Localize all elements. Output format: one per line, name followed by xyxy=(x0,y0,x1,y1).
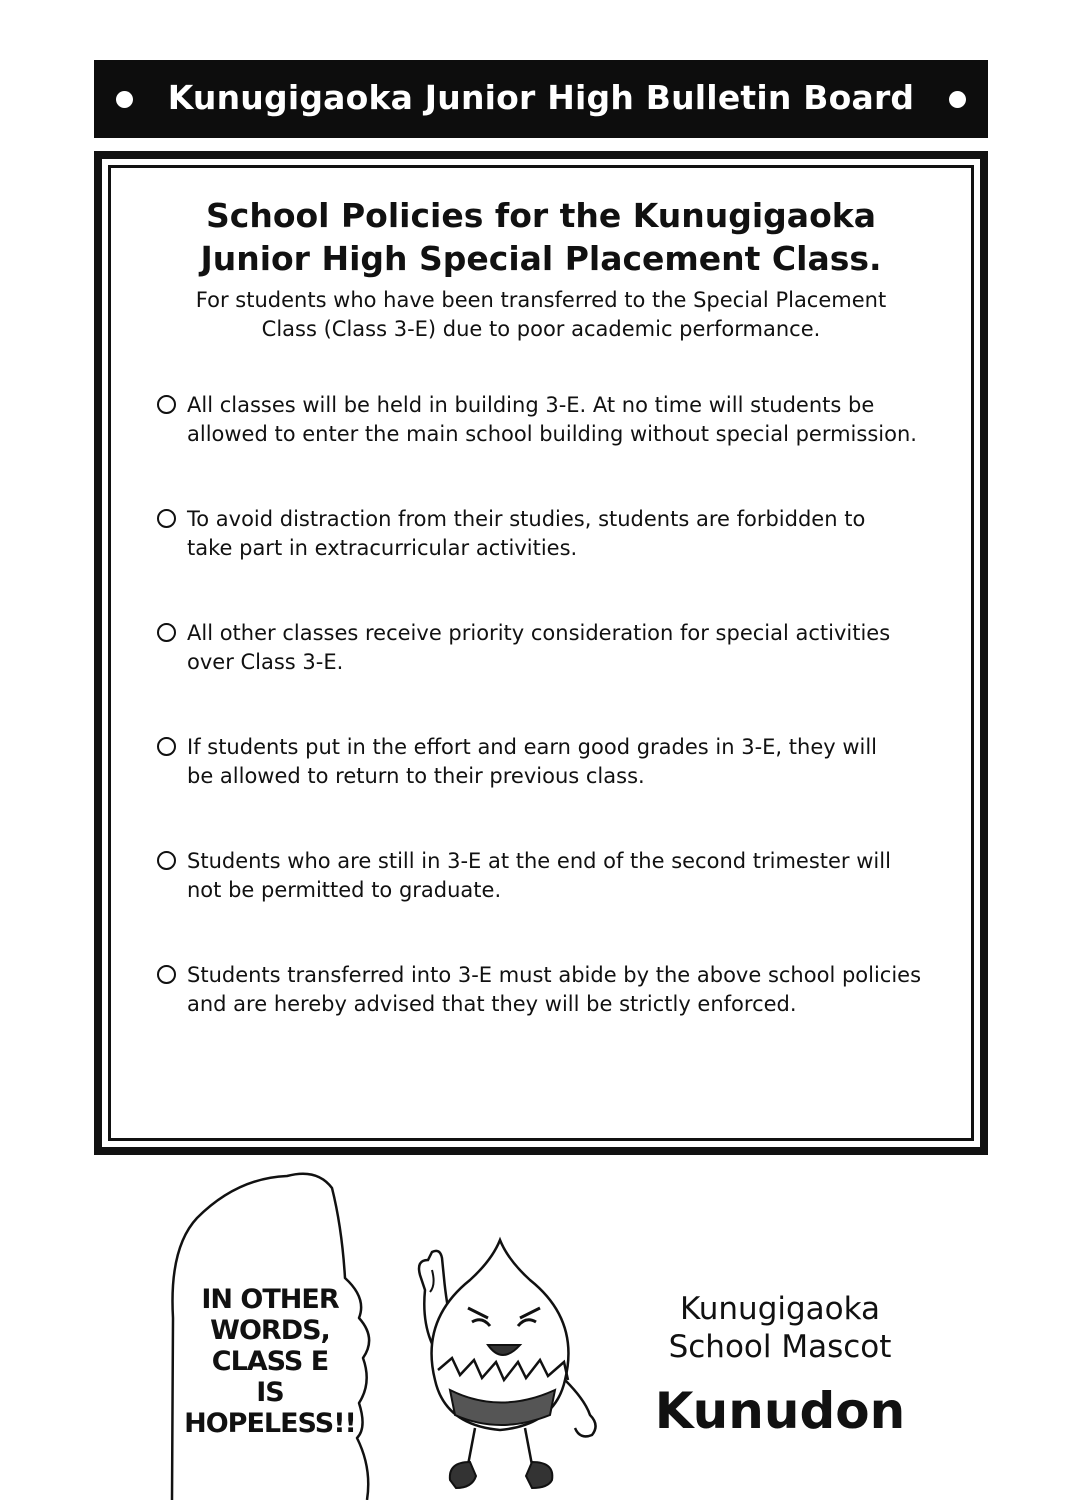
notice-subtitle-line: For students who have been transferred to the Special Placement xyxy=(195,288,887,312)
bulletin-header xyxy=(94,60,988,138)
policy-notice xyxy=(94,151,988,1155)
policy-text xyxy=(187,391,972,449)
policy-text xyxy=(187,505,972,563)
notice-title-line: School Policies for the Kunugigaoka xyxy=(206,196,876,235)
policy-line: All other classes receive priority consideration for special activities xyxy=(187,621,891,645)
circle-bullet-icon xyxy=(157,395,176,414)
speech-line: CLASS E xyxy=(211,1346,329,1377)
notice-subtitle xyxy=(151,286,931,344)
policy-text xyxy=(187,847,972,905)
policy-line: be allowed to return to their previous class. xyxy=(187,764,645,788)
policy-item xyxy=(157,391,972,449)
circle-bullet-icon xyxy=(157,737,176,756)
policy-line: over Class 3-E. xyxy=(187,650,344,674)
policy-item xyxy=(157,505,972,563)
circle-bullet-icon xyxy=(157,965,176,984)
policy-notice-inner-border xyxy=(108,165,974,1141)
notice-title-line: Junior High Special Placement Class. xyxy=(200,239,882,278)
policy-line: take part in extracurricular activities. xyxy=(187,536,578,560)
mascot-name: Kunudon xyxy=(654,1382,906,1440)
policy-item xyxy=(157,961,972,1019)
policy-item xyxy=(157,733,972,791)
speech-line: IS xyxy=(256,1377,284,1408)
policy-item xyxy=(157,619,972,677)
policy-line: not be permitted to graduate. xyxy=(187,878,502,902)
mascot-illustration xyxy=(380,1230,620,1500)
policy-text xyxy=(187,619,972,677)
bullet-dot-icon xyxy=(949,91,966,108)
circle-bullet-icon xyxy=(157,509,176,528)
policy-item xyxy=(157,847,972,905)
policy-text xyxy=(187,733,972,791)
speech-line: HOPELESS!! xyxy=(184,1408,356,1439)
policy-line: Students who are still in 3-E at the end of the second trimester will xyxy=(187,849,891,873)
circle-bullet-icon xyxy=(157,623,176,642)
speech-bubble-text xyxy=(175,1284,365,1439)
speech-line: WORDS, xyxy=(210,1315,330,1346)
speech-line: IN OTHER xyxy=(201,1284,339,1315)
notice-subtitle-line: Class (Class 3-E) due to poor academic performance. xyxy=(261,317,821,341)
policy-text xyxy=(187,961,972,1019)
policy-line: If students put in the effort and earn good grades in 3-E, they will xyxy=(187,735,878,759)
mascot-caption-line: Kunugigaoka xyxy=(679,1291,881,1327)
bulletin-title: Kunugigaoka Junior High Bulletin Board xyxy=(167,78,915,117)
policy-line: Students transferred into 3-E must abide by the above school policies xyxy=(187,963,922,987)
circle-bullet-icon xyxy=(157,851,176,870)
mascot-caption-line: School Mascot xyxy=(668,1329,892,1365)
policy-line: allowed to enter the main school building without special permission. xyxy=(187,422,917,446)
policy-line: and are hereby advised that they will be strictly enforced. xyxy=(187,992,797,1016)
notice-title xyxy=(111,194,971,280)
policy-line: To avoid distraction from their studies, students are forbidden to xyxy=(187,507,866,531)
policy-line: All classes will be held in building 3-E. At no time will students be xyxy=(187,393,875,417)
